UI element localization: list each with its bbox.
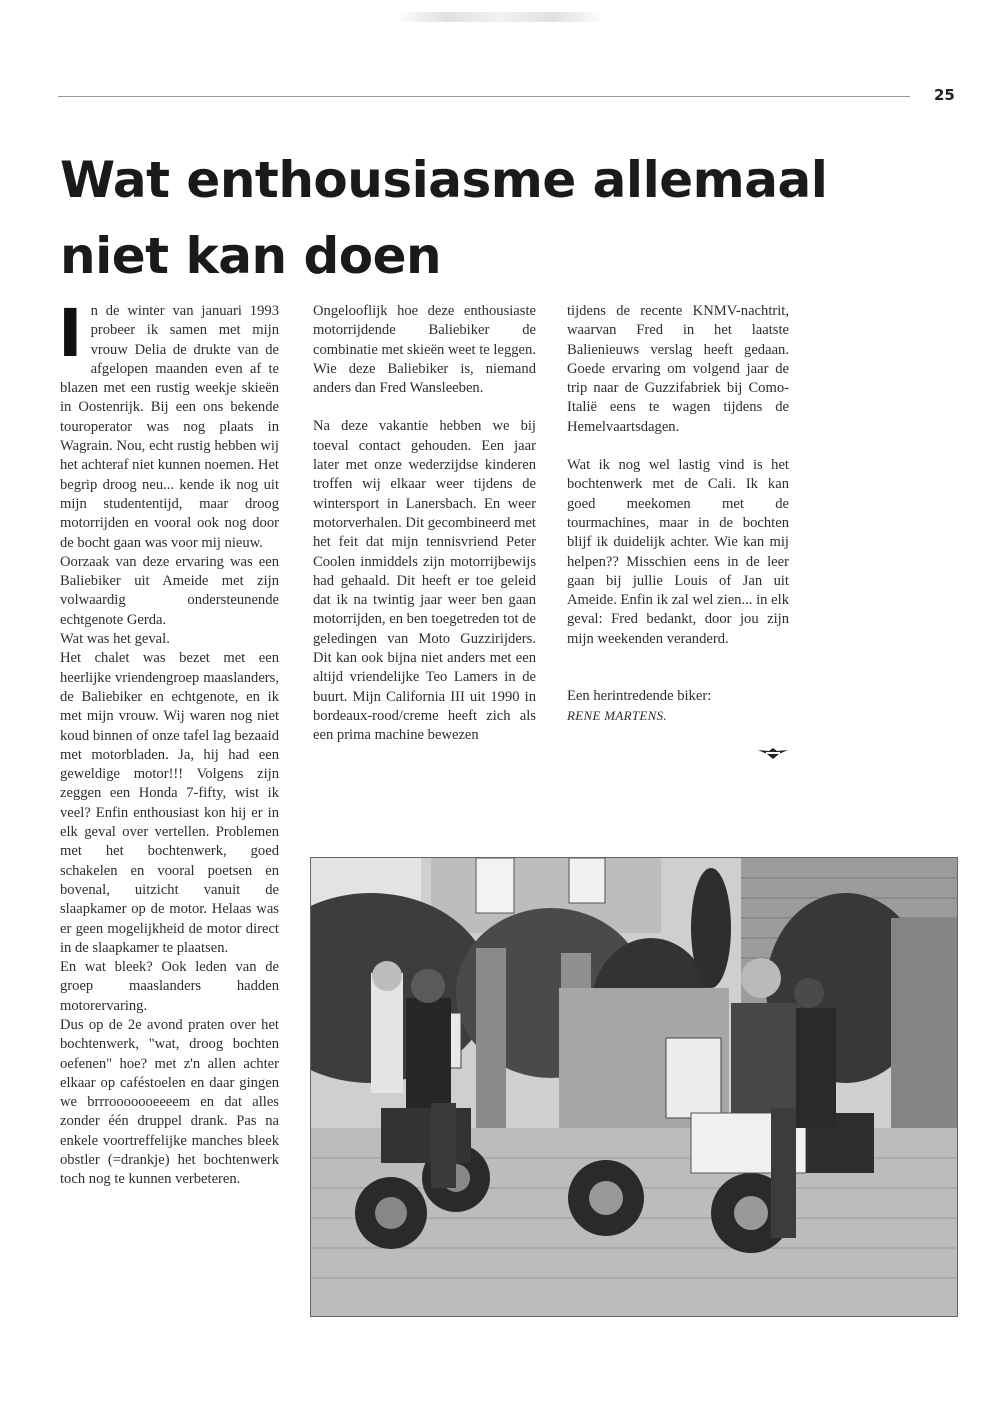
drop-cap: I bbox=[58, 295, 83, 372]
paragraph: Na deze vakantie hebben we bij toeval contact gehouden. Een jaar later met onze wederzijdse kinderen troffen wij elkaar weer tijdens de wintersport in Lanersbach. En weer motorverhalen. Dit gecombineerd met het feit dat mijn tennisvriend Peter Coolen inmiddels zijn motorrijbewijs had gehaald. Dit heeft er toe geleid dat ik na twintig jaar weer ben gaan motorrijden, en ben toegetreden tot de geledingen van Moto Guzzirijders. Dit kan ook bijna niet anders met een altijd vriendelijke Teo Lamers in de buurt. Mijn California III uit 1990 in bordeaux-rood/creme heeft zich als een prima machine bewezen bbox=[313, 418, 536, 744]
paragraph-text: n de winter van januari 1993 probeer ik samen met mijn vrouw Delia de drukte van de afgelopen maanden even af te blazen met een rustig weekje skieën in Oostenrijk. Bij een ons bekende touroperator was nog plaats in Wagrain. Nou, echt rustig hebben wij het achteraf niet kunnen noemen. Het begrip droog neu... kende ik nog uit mijn studententijd, maar droog motorrijden en vooral ook nog door de bocht gaan was voor mij nieuw. bbox=[60, 303, 279, 551]
motorcycle-photo bbox=[310, 857, 958, 1317]
paragraph: Dus op de 2e avond praten over het bochtenwerk, "wat, droog bochten oefenen" hoe? met z'n allen achter elkaar op caféstoelen en daar gingen we brrrooooooeeeem en dat alles zonder één druppel drank. Pas na enkele voortreffelijke manches bleek obstler (=drankje) het bochtenwerk toch nog te kunnen verbeteren. bbox=[60, 1016, 279, 1188]
scan-artifact bbox=[395, 12, 605, 22]
title-line-2: niet kan doen bbox=[60, 227, 442, 285]
moto-guzzi-eagle-icon bbox=[757, 745, 789, 761]
title-line-1: Wat enthousiasme allemaal bbox=[60, 151, 828, 209]
paragraph: Ongelooflijk hoe deze enthousiaste motorrijdende Baliebiker de combinatie met skieën weet te leggen. Wie deze Baliebiker is, niemand anders dan Fred Wansleeben. bbox=[313, 303, 536, 397]
page-number: 25 bbox=[934, 86, 955, 104]
column-3 bbox=[567, 302, 789, 726]
paragraph: Oorzaak van deze ervaring was een Baliebiker uit Ameide met zijn volwaardig ondersteunende echtgenote Gerda. bbox=[60, 553, 279, 628]
signature-intro: Een herintredende biker: bbox=[567, 688, 712, 705]
column-2 bbox=[313, 302, 536, 746]
article-title bbox=[60, 142, 920, 294]
paragraph bbox=[58, 295, 279, 553]
paragraph: Wat was het geval. bbox=[60, 631, 170, 648]
paragraph: Wat ik nog wel lastig vind is het bochtenwerk met de Cali. Ik kan goed meekomen met de tourmachines, maar in de bochten blijf ik duidelijk achter. Wie kan mij helpen?? Misschien eens in de leer gaan bij jullie Louis of Jan uit Ameide. Enfin ik zal wel zien... in elk geval: Fred bedankt, door jou zijn mijn weekenden veranderd. bbox=[567, 457, 789, 647]
paragraph: tijdens de recente KNMV-nachtrit, waarvan Fred in het laatste Balienieuws verslag heeft gedaan. Goede ervaring om volgend jaar de trip naar de Guzzifabriek bij Como-Italië eens te wagen tijdens de Hemelvaartsdagen. bbox=[567, 303, 789, 435]
paragraph: En wat bleek? Ook leden van de groep maaslanders hadden motorervaring. bbox=[60, 959, 279, 1014]
signature-name: RENE MARTENS. bbox=[567, 708, 667, 724]
paragraph: Het chalet was bezet met een heerlijke vriendengroep maaslanders, de Baliebiker en echtgenote, en ik met mijn vrouw. Wij waren nog niet koud binnen of onze tafel lag bezaaid met motorbladen. Ja, hij had een geweldige motor!!! Volgens zijn zeggen een Honda 7-fifty, wist ik veel? Enfin enthousiast kon hij er in elk geval over vertellen. Problemen met het bochtenwerk, goed schakelen en vooral poetsen en bovenal, uitzicht vanuit de slaapkamer op de motor. Helaas was er geen mogelijkheid de motor direct in de slaapkamer te plaatsen. bbox=[60, 650, 279, 956]
column-1 bbox=[58, 295, 279, 1190]
header-rule bbox=[58, 96, 910, 97]
